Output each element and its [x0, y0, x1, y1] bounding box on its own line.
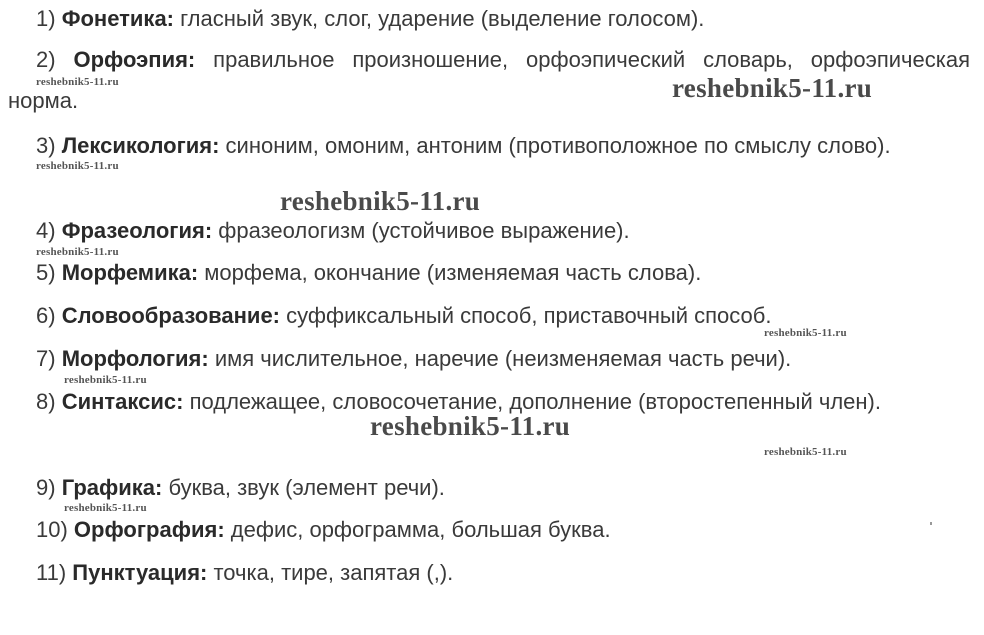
item-number: 5) [36, 260, 56, 285]
item-term: Графика: [61, 475, 163, 500]
watermark: reshebnik5-11.ru [672, 73, 873, 103]
list-item [8, 338, 970, 379]
item-number: 4) [36, 218, 56, 243]
speck-mark [930, 522, 932, 525]
item-term: Лексикология: [61, 133, 220, 158]
item-text: синоним, омоним, антоним (противоположное по смыслу слово). [219, 133, 891, 158]
item-text: буква, звук (элемент речи). [162, 475, 445, 500]
watermark: reshebnik5-11.ru [64, 374, 147, 386]
watermark: reshebnik5-11.ru [764, 327, 847, 339]
list-item [8, 210, 970, 251]
item-number: 6) [36, 303, 56, 328]
watermark: reshebnik5-11.ru [36, 76, 119, 88]
list-item [8, 552, 970, 593]
item-term: Словообразование: [61, 303, 281, 328]
item-term: Орфоэпия: [73, 47, 196, 72]
watermark: reshebnik5-11.ru [64, 502, 147, 514]
item-text: суффиксальный способ, приставочный способ. [280, 303, 772, 328]
item-number: 1) [36, 6, 56, 31]
item-number: 3) [36, 133, 56, 158]
list-item [8, 509, 970, 550]
item-number: 8) [36, 389, 56, 414]
item-number: 10) [36, 517, 68, 542]
item-term: Синтаксис: [61, 389, 184, 414]
item-number: 2) [36, 47, 56, 72]
item-text: морфема, окончание (изменяемая часть слова). [198, 260, 702, 285]
item-text: имя числительное, наречие (неизменяемая часть речи). [208, 346, 792, 371]
list-item [8, 0, 970, 39]
item-text: точка, тире, запятая (,). [207, 560, 454, 585]
item-number: 11) [36, 560, 67, 585]
item-term: Фонетика: [61, 6, 175, 31]
item-number: 9) [36, 475, 56, 500]
list-item [8, 467, 970, 508]
watermark: reshebnik5-11.ru [36, 246, 119, 258]
item-text: подлежащее, словосочетание, дополнение (второстепенный член). [183, 389, 881, 414]
watermark: reshebnik5-11.ru [280, 186, 481, 216]
item-text: правильное произношение, орфоэпический словарь, орфоэпическая норма. [8, 47, 970, 113]
item-term: Морфемика: [61, 260, 199, 285]
list-item [8, 252, 970, 293]
list-item [8, 125, 970, 166]
item-term: Орфография: [73, 517, 225, 542]
item-term: Морфология: [61, 346, 209, 371]
watermark: reshebnik5-11.ru [36, 160, 119, 172]
item-term: Пунктуация: [72, 560, 208, 585]
item-number: 7) [36, 346, 56, 371]
watermark: reshebnik5-11.ru [370, 411, 571, 441]
item-term: Фразеология: [61, 218, 213, 243]
item-text: дефис, орфограмма, большая буква. [224, 517, 611, 542]
item-text: фразеологизм (устойчивое выражение). [212, 218, 630, 243]
watermark: reshebnik5-11.ru [764, 446, 847, 458]
item-text: гласный звук, слог, ударение (выделение голосом). [174, 6, 705, 31]
